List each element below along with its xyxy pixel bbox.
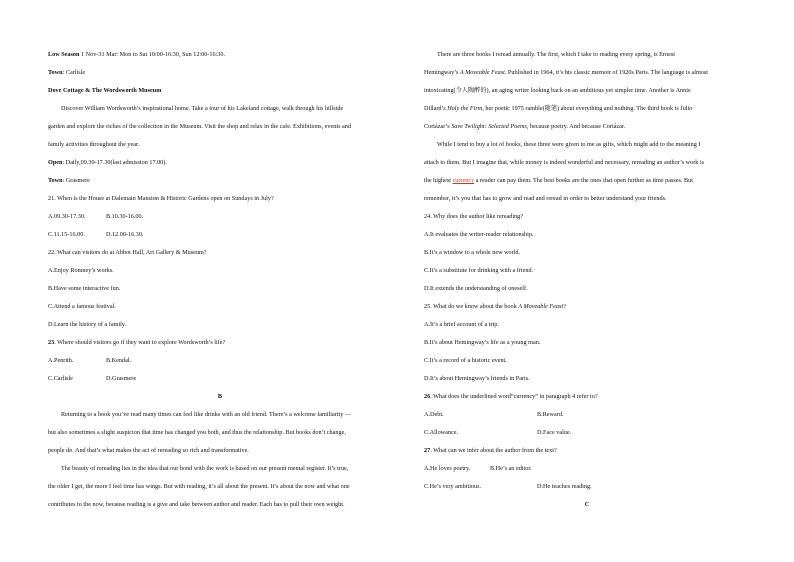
question-22: 22. What can visitors do at Abbot Hall, Art Gallery & Museum? (48, 249, 207, 256)
passage-b-line-4: The beauty of rereading lies in the idea that our bond with the work is based on our present mental register. It’s true, (61, 465, 349, 472)
passage-b-line-9: intoxicating(令人陶醉的), an aging writer looking back on an ambitious yet simpler time. Another is Annie (424, 87, 691, 94)
option-23-a[interactable]: A.Penrith. (48, 357, 74, 364)
option-25-c[interactable]: C.It’s a record of a historic event. (424, 357, 507, 364)
passage-b-line-8: Hemingway’s A Moveable Feast. Published in 1964, it’s his classic memoir of 1920s Paris. The language is almost (424, 69, 709, 76)
passage-b-line-12: While I tend to buy a lot of books, these three were given to me as gifts, which might add to the meaning I (437, 141, 701, 148)
option-22-a[interactable]: A.Enjoy Romney’s works. (48, 267, 114, 274)
option-21-a[interactable]: A.09.30-17.30. (48, 213, 86, 220)
town-carlisle-line: Town: Carlisle (48, 69, 86, 76)
option-25-d[interactable]: D.It’s about Hemingway’s friends in Paris. (424, 375, 530, 382)
town-grasmere-line: Town: Grasmere (48, 177, 90, 184)
question-23-options-cd (48, 374, 392, 392)
passage-b-line-7: There are three books I reread annually. The first, which I take to reading every spring, is Ernest (437, 51, 675, 58)
question-26-options-ab (424, 410, 750, 428)
passage-b-line-13: attach to them. But I imagine that, while money is indeed wonderful and necessary, rereading an author’s work is (424, 159, 705, 166)
right-column (424, 50, 750, 518)
question-27: 27. What can we infer about the author from the text? (424, 447, 557, 454)
passage-b-line-11: Cortázar’s Save Twilight: Selected Poems, because poetry. And because Cortázar. (424, 123, 626, 130)
section-b-heading: B (217, 393, 223, 400)
option-24-c[interactable]: C.It’s a substitute for drinking with a friend. (424, 267, 534, 274)
passage-b-line-3: people do. And that’s what makes the act of rereading so rich and transformative. (48, 447, 249, 454)
open-hours-line: Open: Daily,09.30-17.30(last admission 17.00). (48, 159, 167, 166)
question-26: 26. What does the underlined word“currency” in paragraph 4 refer to? (424, 393, 598, 400)
dove-cottage-heading: Dove Cottage & The Wordsworth Museum (48, 87, 162, 94)
question-26-options-cd (424, 428, 750, 446)
question-27-options-cd (424, 482, 750, 500)
option-21-d[interactable]: D.12.00-16.30. (106, 231, 144, 238)
question-25: 25. What do we know about the book A Moveable Feast? (424, 303, 566, 310)
passage-b-line-15: remember, it’s you that has to grow and read and reread in order to better understand your friends. (424, 195, 667, 202)
option-24-b[interactable]: B.It’s a window to a whole new world. (424, 249, 521, 256)
question-27-options-ab (424, 464, 750, 482)
option-27-b[interactable]: B.He’s an editor. (490, 465, 532, 472)
underlined-word-currency: currency (452, 177, 475, 184)
passage-b-line-6: contributes to the now, because reading is a give and take between author and reader. Each has to pull their own weight. (48, 501, 345, 508)
section-c-heading: C (584, 501, 590, 508)
dove-cottage-text-2: garden and explore the riches of the collection in the Museum. Visit the shop and relax in the cafe. Exhibitions, events and (48, 123, 351, 130)
option-23-d[interactable]: D.Grasmere (106, 375, 137, 382)
passage-b-line-14: the highest currency a reader can pay them. The best books are the ones that open further as time passes. But (424, 177, 693, 184)
option-25-a[interactable]: A.It’s a brief account of a trip. (424, 321, 499, 328)
option-22-c[interactable]: C.Attend a famous festival. (48, 303, 116, 310)
question-21: 21. When is the House at Dalemain Mansion & Historic Gardens open on Sundays in July? (48, 195, 274, 202)
question-24: 24. Why does the author like rereading? (424, 213, 524, 220)
option-22-b[interactable]: B.Have some interactive fun. (48, 285, 121, 292)
question-23: 23. Where should visitors go if they want to explore Wordsworth’s life? (48, 339, 226, 346)
option-23-c[interactable]: C.Carlisle (48, 375, 73, 382)
dove-cottage-text-1: Discover William Wordsworth’s inspirational home. Take a tour of his Lakeland cottage, walk through his hillside (61, 105, 344, 112)
option-22-d[interactable]: D.Learn the history of a family. (48, 321, 127, 328)
passage-b-line-2: but also sometimes a slight suspicion that time has changed you both, and thus the relationship. But books don’t change, (48, 429, 346, 436)
option-24-a[interactable]: A.It evaluates the writer-reader relationship. (424, 231, 534, 238)
dove-cottage-text-3: family activities throughout the year. (48, 141, 140, 148)
option-27-c[interactable]: C.He’s very ambitious. (424, 483, 482, 490)
option-25-b[interactable]: B.It’s about Hemingway’s life as a young man. (424, 339, 541, 346)
question-21-options-ab (48, 212, 392, 230)
left-column (48, 50, 392, 518)
option-27-a[interactable]: A.He loves poetry. (424, 465, 471, 472)
question-21-options-cd (48, 230, 392, 248)
option-21-b[interactable]: B.10.30-16.00. (106, 213, 144, 220)
option-24-d[interactable]: D.It extends the understanding of oneself. (424, 285, 528, 292)
passage-b-line-5: the older I get, the more I feel time has wings. But with reading, it’s all about the present. It’s about the now and what one (48, 483, 350, 490)
question-23-options-ab (48, 356, 392, 374)
passage-b-line-10: Dillard’s Holy the Firm, her poetic 1975 ramble(随笔) about everything and nothing. The third book is Julio (424, 105, 693, 112)
option-27-d[interactable]: D.He teaches reading. (537, 483, 592, 490)
low-season-line: Low Season 1 Nov-31 Mar: Mon to Sat 10:00-16:30, Sun 12:00-16:30. (48, 51, 226, 58)
option-26-d[interactable]: D.Face value. (537, 429, 572, 436)
passage-b-line-1: Returning to a book you’ve read many times can feel like drinks with an old friend. There’s a welcome familiarity — (61, 411, 352, 418)
option-23-b[interactable]: B.Kendal. (106, 357, 132, 364)
option-26-b[interactable]: B.Reward. (537, 411, 564, 418)
option-21-c[interactable]: C.11.15-16.00. (48, 231, 85, 238)
option-26-c[interactable]: C.Allowance. (424, 429, 459, 436)
option-26-a[interactable]: A.Debt. (424, 411, 444, 418)
